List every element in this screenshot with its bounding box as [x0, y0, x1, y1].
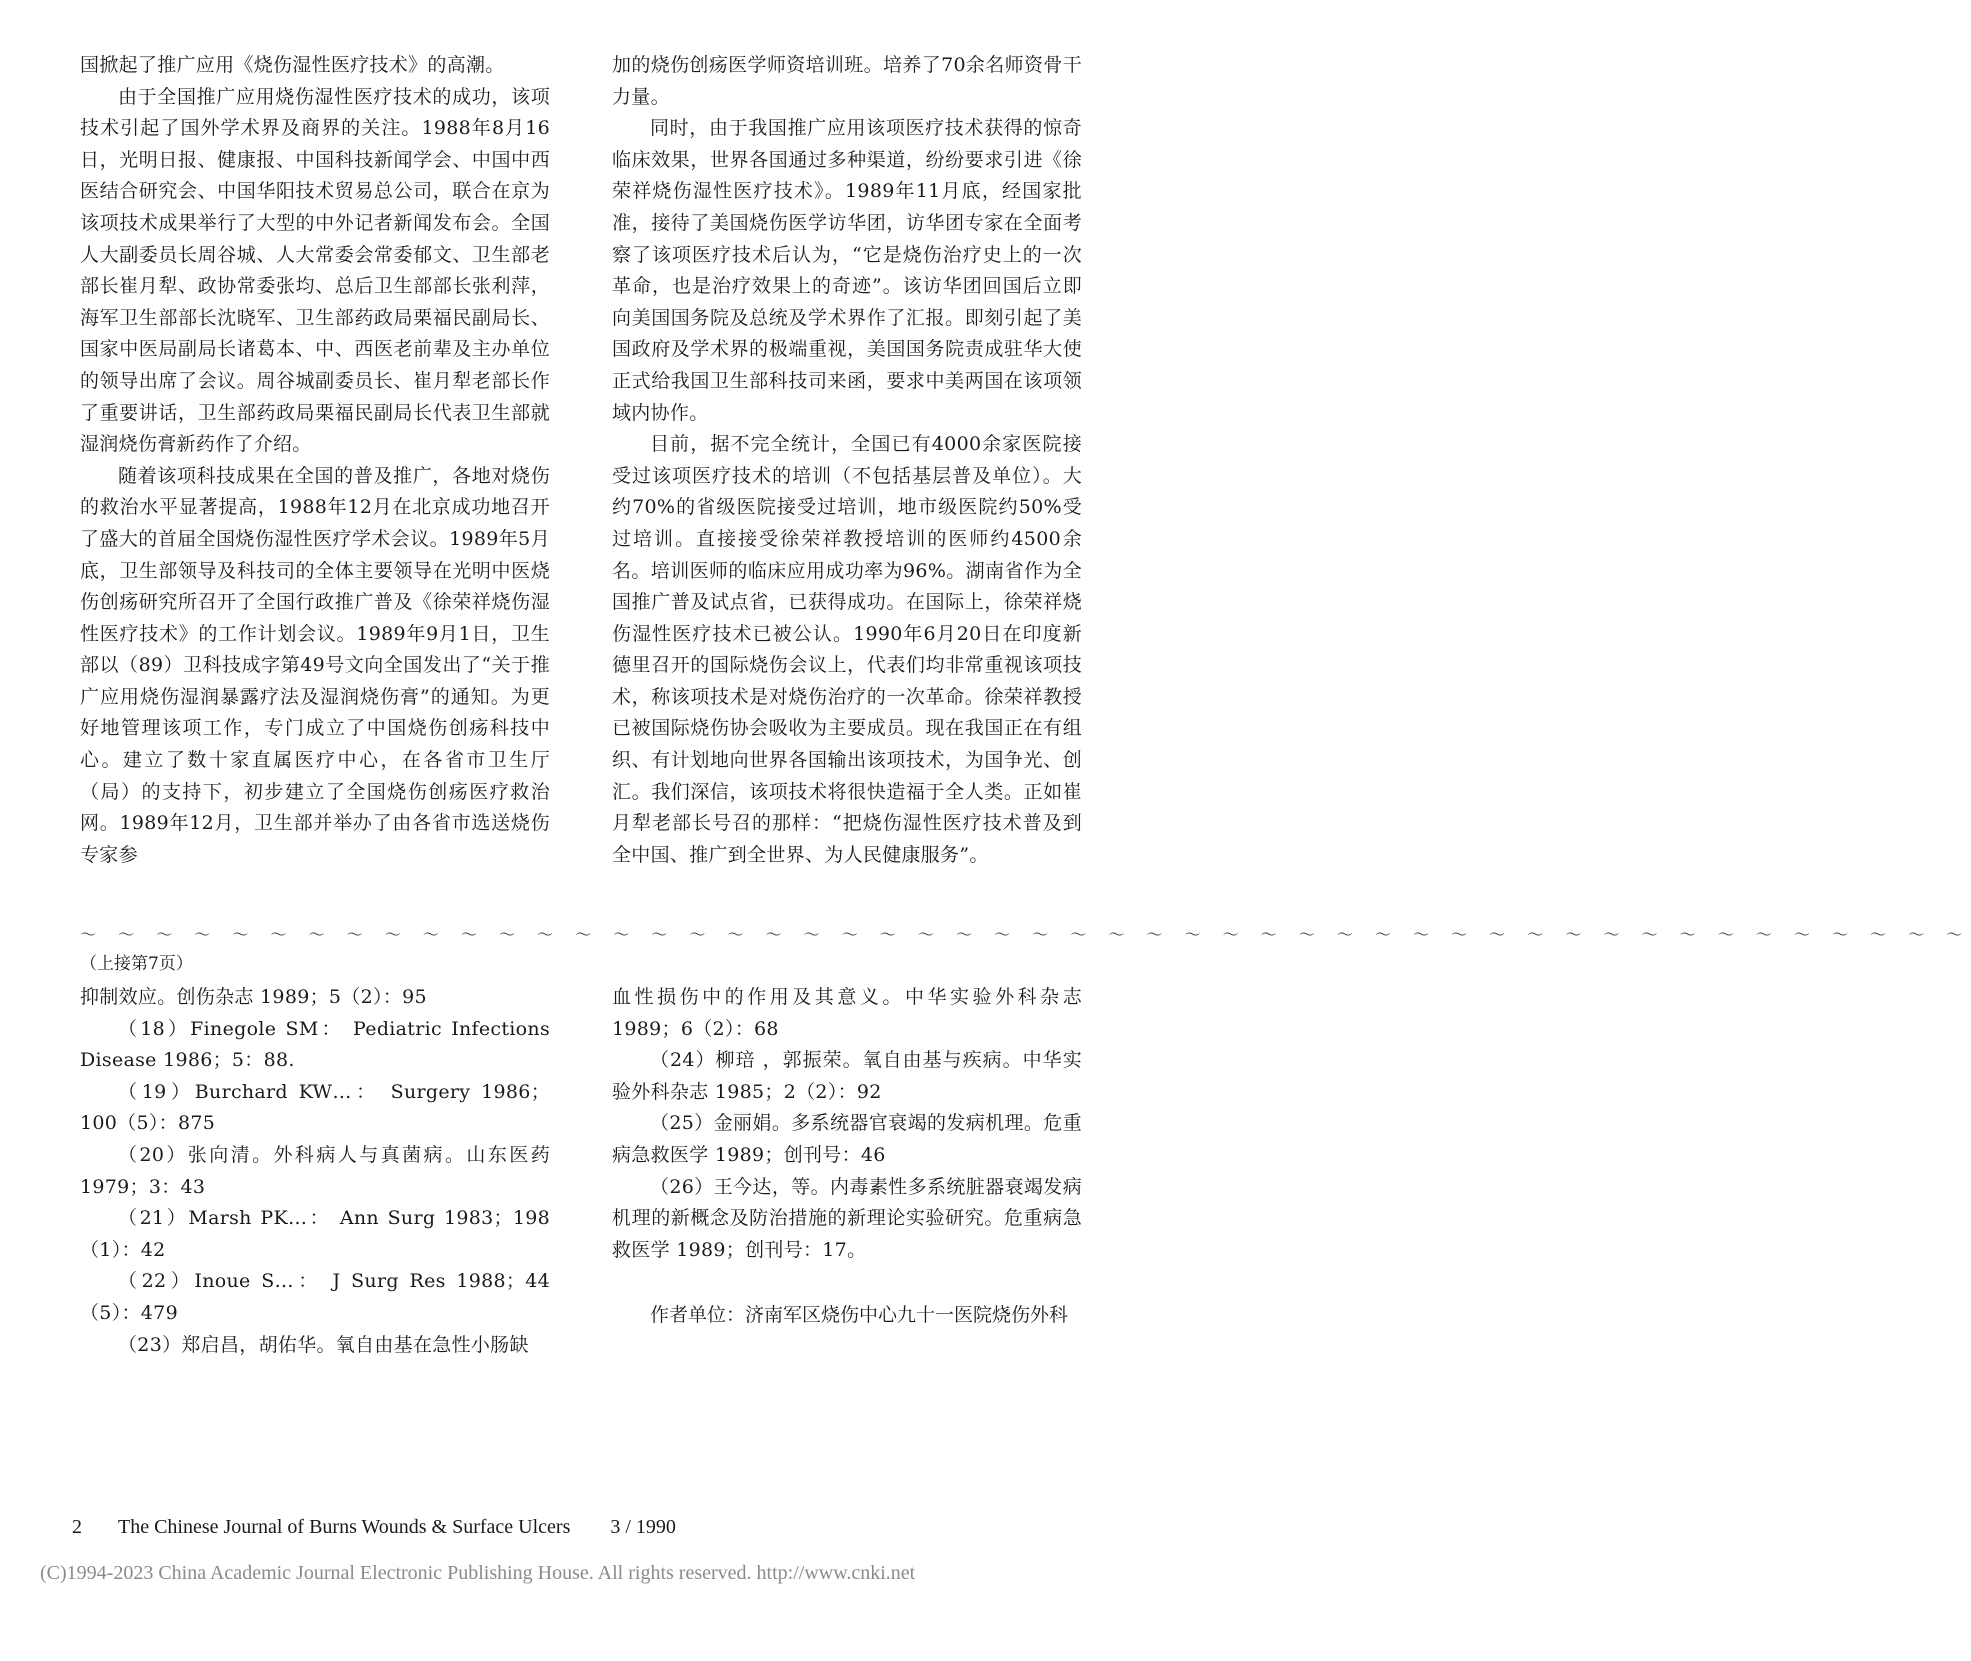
reference-item: （19）Burchard KW…： Surgery 1986；100（5）：875	[80, 1080, 550, 1135]
reference-item: （25）金丽娟。多系统器官衰竭的发病机理。危重病急救医学 1989；创刊号：46	[612, 1112, 1082, 1166]
reference-item: （23）郑启昌，胡佑华。氧自由基在急性小肠缺	[118, 1333, 529, 1356]
article-left-column	[80, 50, 550, 871]
paragraph: 由于全国推广应用烧伤湿性医疗技术的成功，该项技术引起了国外学术界及商界的关注。1988年8月16日，光明日报、健康报、中国科技新闻学会、中国中西医结合研究会、中国华阳技术贸易总公司，联合在京为该项技术成果举行了大型的中外记者新闻发布会。全国人大副委员长周谷城、人大常委会常委郁文、卫生部老部长崔月犁、政协常委张均、总后卫生部部长张利萍，海军卫生部部长沈晓军、卫生部药政局栗福民副局长、国家中医局副局长诸葛本、中、西医老前辈及主办单位的领导出席了会议。周谷城副委员长、崔月犁老部长作了重要讲话，卫生部药政局栗福民副局长代表卫生部就湿润烧伤膏新药作了介绍。	[80, 85, 550, 456]
paragraph: 加的烧伤创疡医学师资培训班。培养了70余名师资骨干力量。	[612, 54, 1082, 108]
wavy-divider: ～ ～ ～ ～ ～ ～ ～ ～ ～ ～ ～ ～ ～ ～ ～ ～ ～ ～ ～ ～ ～ ～ ～ ～ ～ ～ ～ ～ ～ ～ ～ ～ ～ ～ ～ ～ ～ ～ ～ ～ ～ ～ ～ ～ ～ ～ ～ ～ ～ ～	[80, 925, 1971, 944]
reference-item: （24）柳琣 ，郭振荣。氧自由基与疾病。中华实验外科杂志 1985；2（2）：92	[612, 1049, 1082, 1103]
issue-number: 3 / 1990	[610, 1516, 676, 1538]
reference-item: 血性损伤中的作用及其意义。中华实验外科杂志 1989；6（2）：68	[612, 986, 1082, 1040]
copyright-notice: (C)1994-2023 China Academic Journal Electronic Publishing House. All rights reserved. http://www.cnki.net	[40, 1562, 916, 1584]
paragraph: 同时，由于我国推广应用该项医疗技术获得的惊奇临床效果，世界各国通过多种渠道，纷纷要求引进《徐荣祥烧伤湿性医疗技术》。1989年11月底，经国家批准，接待了美国烧伤医学访华团，访华团专家在全面考察了该项医疗技术后认为，“它是烧伤治疗史上的一次革命，也是治疗效果上的奇迹”。该访华团回国后立即向美国国务院及总统及学术界作了汇报。即刻引起了美国政府及学术界的极端重视，美国国务院责成驻华大使正式给我国卫生部科技司来函，要求中美两国在该项领域内协作。	[612, 117, 1082, 424]
reference-item: （18）Finegole SM： Pediatric Infections Disease 1986；5：88.	[80, 1017, 550, 1072]
references-right-column	[612, 982, 1082, 1266]
reference-item: （22）Inoue S…： J Surg Res 1988；44（5）：479	[80, 1270, 550, 1324]
paragraph: 随着该项科技成果在全国的普及推广，各地对烧伤的救治水平显著提高，1988年12月在北京成功地召开了盛大的首届全国烧伤湿性医疗学术会议。1989年5月底，卫生部领导及科技司的全体主要领导在光明中医烧伤创疡研究所召开了全国行政推广普及《徐荣祥烧伤湿性医疗技术》的工作计划会议。1989年9月1日，卫生部以（89）卫科技成字第49号文向全国发出了“关于推广应用烧伤湿润暴露疗法及湿润烧伤膏”的通知。为更好地管理该项工作，专门成立了中国烧伤创疡科技中心。建立了数十家直属医疗中心，在各省市卫生厅（局）的支持下，初步建立了全国烧伤创疡医疗救治网。1989年12月，卫生部并举办了由各省市选送烧伤专家参	[80, 464, 550, 866]
article-right-column	[612, 50, 1082, 871]
author-affiliation	[612, 1300, 1082, 1332]
journal-name: The Chinese Journal of Burns Wounds & Surface Ulcers	[118, 1516, 571, 1538]
continued-from-label: （上接第7页）	[80, 954, 193, 974]
references-left-column	[80, 982, 550, 1361]
page-number: 2	[72, 1516, 82, 1538]
reference-item: （20）张向清。外科病人与真菌病。山东医药 1979；3：43	[80, 1143, 550, 1198]
reference-item: （26）王今达，等。内毒素性多系统脏器衰竭发病机理的新概念及防治措施的新理论实验研究。危重病急救医学 1989；创刊号：17。	[612, 1175, 1082, 1261]
reference-item: 抑制效应。创伤杂志 1989；5（2）：95	[80, 986, 427, 1008]
reference-item: （21）Marsh PK…： Ann Surg 1983；198（1）：42	[80, 1207, 550, 1261]
paragraph: 国掀起了推广应用《烧伤湿性医疗技术》的高潮。	[80, 54, 505, 76]
page-footer	[72, 1515, 676, 1539]
paragraph: 目前，据不完全统计，全国已有4000余家医院接受过该项医疗技术的培训（不包括基层普及单位）。大约70%的省级医院接受过培训，地市级医院约50%受过培训。直接接受徐荣祥教授培训的医师约4500余名。培训医师的临床应用成功率为96%。湖南省作为全国推广普及试点省，已获得成功。在国际上，徐荣祥烧伤湿性医疗技术已被公认。1990年6月20日在印度新德里召开的国际烧伤会议上，代表们均非常重视该项技术，称该项技术是对烧伤治疗的一次革命。徐荣祥教授已被国际烧伤协会吸收为主要成员。现在我国正在有组织、有计划地向世界各国输出该项技术，为国争光、创汇。我们深信，该项技术将很快造福于全人类。正如崔月犁老部长号召的那样：“把烧伤湿性医疗技术普及到全中国、推广到全世界、为人民健康服务”。	[612, 433, 1082, 866]
affiliation-text: 济南军区烧伤中心九十一医院烧伤外科	[745, 1304, 1069, 1326]
affiliation-label: 作者单位：	[650, 1304, 746, 1326]
